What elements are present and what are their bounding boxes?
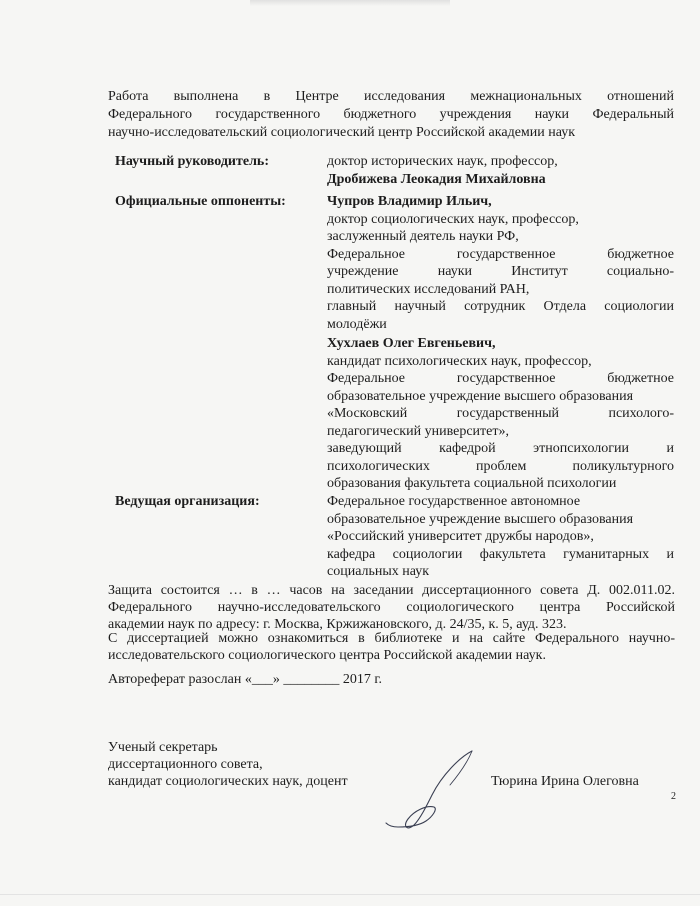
opponent-2 xyxy=(327,335,674,493)
opponent-1-line: молодёжи xyxy=(327,316,387,332)
opponent-2-line: кандидат психологических наук, профессор, xyxy=(327,353,592,369)
opponent-2-line: педагогический университет», xyxy=(327,423,509,439)
opponent-2-line: психологических проблем поликультурного xyxy=(327,458,674,474)
library-line: С диссертацией можно ознакомиться в библиотеке и на сайте Федерального научно- xyxy=(108,631,675,646)
opponent-1-line: доктор социологических наук, профессор, xyxy=(327,211,579,227)
defense-line: академии наук по адресу: г. Москва, Кржижановского, д. 24/35, к. 5, ауд. 323. xyxy=(108,617,567,632)
opponent-1-line: главный научный сотрудник Отдела социологии xyxy=(327,299,674,314)
secretary-line: кандидат социологических наук, доцент xyxy=(108,774,348,789)
supervisor-degree: доктор исторических наук, профессор, xyxy=(327,154,558,169)
opponent-2-line: образования факультета социальной психологии xyxy=(327,476,617,491)
opponent-2-line: «Московский государственный психолого- xyxy=(327,406,674,421)
page-number: 2 xyxy=(671,791,676,802)
supervisor-label: Научный руководитель: xyxy=(115,154,269,169)
leading-org-line: кафедра социологии факультета гуманитарных и xyxy=(327,546,674,562)
secretary-name: Тюрина Ирина Олеговна xyxy=(491,774,639,789)
scan-smudge xyxy=(250,0,450,6)
secretary-line: диссертационного совета, xyxy=(108,757,263,772)
sent-date: Автореферат разослан «___» ________ 2017 г. xyxy=(108,672,383,687)
opponent-1-name: Чупров Владимир Ильич, xyxy=(327,194,492,209)
intro-paragraph xyxy=(108,88,674,142)
supervisor-value xyxy=(327,153,674,188)
leading-org-line: социальных наук xyxy=(327,564,430,579)
opponent-2-line: Федеральное государственное бюджетное xyxy=(327,371,674,386)
leading-org-line: «Российский университет дружбы народов», xyxy=(327,529,594,544)
defense-line: Федерального научно-исследовательского социологического центра Российской xyxy=(108,600,675,615)
intro-line: Федерального государственного бюджетного учреждения науки Федеральный xyxy=(108,107,674,122)
opponent-1-line: Федеральное государственное бюджетное xyxy=(327,246,674,262)
leading-org-label: Ведущая организация: xyxy=(115,494,260,509)
scan-edge xyxy=(0,894,700,895)
opponent-2-line: образовательное учреждение высшего образования xyxy=(327,388,634,404)
opponent-1 xyxy=(327,193,674,333)
intro-line: Работа выполнена в Центре исследования межнациональных отношений xyxy=(108,89,674,104)
secretary-line: Ученый секретарь xyxy=(108,740,218,755)
defense-line: Защита состоится … в … часов на заседании диссертационного совета Д. 002.011.02. xyxy=(108,583,675,598)
opponent-1-line: учреждение науки Институт социально- xyxy=(327,264,674,279)
defense-paragraph xyxy=(108,582,675,633)
leading-org-line: образовательное учреждение высшего образования xyxy=(327,511,634,527)
leading-org-line: Федеральное государственное автономное xyxy=(327,494,581,509)
secretary-block xyxy=(108,739,348,790)
handwritten-signature xyxy=(380,745,480,835)
intro-line: научно-исследовательский социологический центр Российской академии наук xyxy=(108,125,576,140)
library-paragraph xyxy=(108,630,675,664)
opponent-1-line: заслуженный деятель науки РФ, xyxy=(327,229,519,244)
opponent-2-line: заведующий кафедрой этнопсихологии и xyxy=(327,441,674,456)
supervisor-name: Дробижева Леокадия Михайловна xyxy=(327,171,546,187)
opponent-1-line: политических исследований РАН, xyxy=(327,281,530,297)
library-line: исследовательского социологического центра Российской академии наук. xyxy=(108,648,546,663)
leading-org-value xyxy=(327,493,674,581)
opponent-2-name: Хухлаев Олег Евгеньевич, xyxy=(327,336,496,351)
opponents-label: Официальные оппоненты: xyxy=(115,194,286,209)
